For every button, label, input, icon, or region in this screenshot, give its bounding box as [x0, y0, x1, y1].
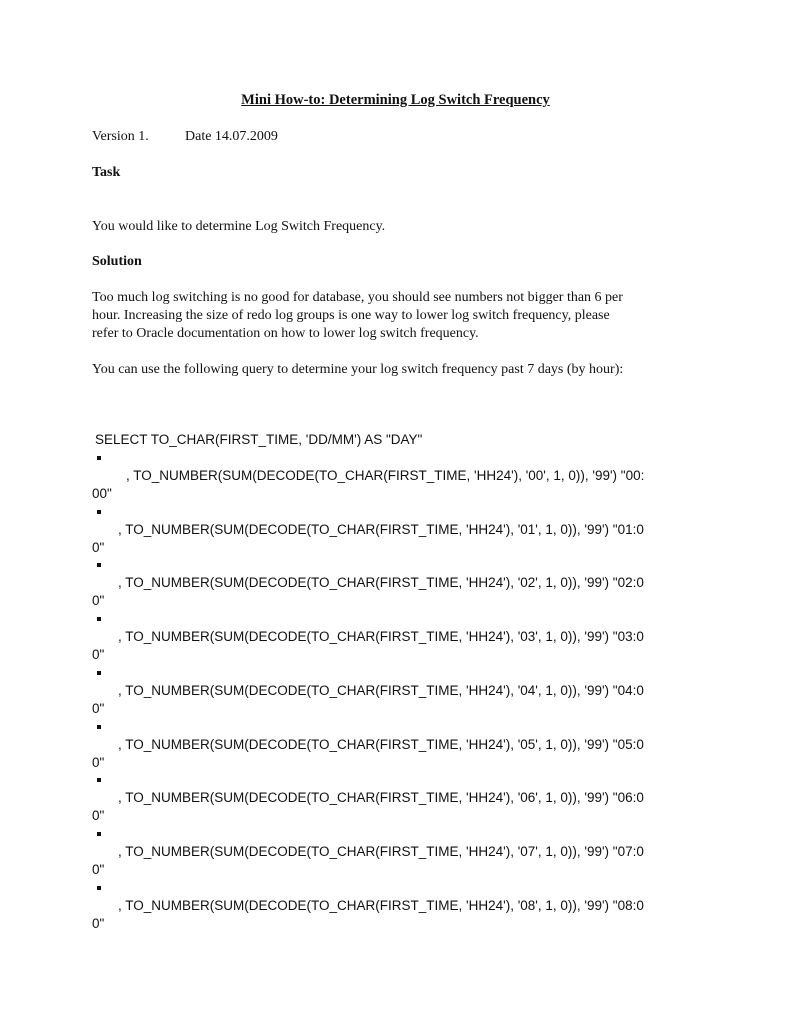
sql-line-wrap: 0": [92, 754, 105, 770]
date-label: Date 14.07.2009: [185, 129, 278, 144]
sql-line-wrap: 0": [92, 593, 105, 609]
sql-line: , TO_NUMBER(SUM(DECODE(TO_CHAR(FIRST_TIME, 'HH24'), '03', 1, 0)), '99') "03:0: [118, 629, 644, 645]
solution-line-1: Too much log switching is no good for database, you should see numbers not bigger than 6 per: [92, 290, 623, 305]
sql-line: , TO_NUMBER(SUM(DECODE(TO_CHAR(FIRST_TIME, 'HH24'), '05', 1, 0)), '99') "05:0: [118, 736, 644, 752]
solution-line-3: refer to Oracle documentation on how to lower log switch frequency.: [92, 326, 479, 341]
task-heading: Task: [92, 165, 121, 180]
bullet-icon: [97, 725, 101, 729]
sql-line-wrap: 0": [92, 808, 105, 824]
sql-line-wrap: 0": [92, 647, 105, 663]
sql-line: , TO_NUMBER(SUM(DECODE(TO_CHAR(FIRST_TIME, 'HH24'), '08', 1, 0)), '99') "08:0: [118, 897, 644, 913]
bullet-icon: [97, 886, 101, 890]
sql-line-wrap: 0": [92, 915, 105, 931]
version-label: Version 1.: [92, 129, 149, 144]
bullet-icon: [97, 832, 101, 836]
bullet-icon: [97, 671, 101, 675]
sql-line: , TO_NUMBER(SUM(DECODE(TO_CHAR(FIRST_TIME, 'HH24'), '07', 1, 0)), '99') "07:0: [118, 843, 644, 859]
solution-paragraph-1: [92, 289, 702, 343]
sql-line-wrap: 0": [92, 539, 105, 555]
task-text: You would like to determine Log Switch Frequency.: [92, 219, 386, 234]
solution-heading: Solution: [92, 254, 142, 269]
solution-line-2: hour. Increasing the size of redo log groups is one way to lower log switch frequency, please: [92, 308, 610, 323]
sql-line-wrap: 00": [92, 486, 112, 501]
solution-paragraph-2: You can use the following query to determine your log switch frequency past 7 days (by hour):: [92, 362, 624, 377]
sql-select-line: SELECT TO_CHAR(FIRST_TIME, 'DD/MM') AS "DAY": [95, 432, 423, 447]
bullet-icon: [97, 563, 101, 567]
sql-line: , TO_NUMBER(SUM(DECODE(TO_CHAR(FIRST_TIME, 'HH24'), '01', 1, 0)), '99') "01:0: [118, 521, 644, 537]
bullet-icon: [97, 510, 101, 514]
bullet-icon: [97, 456, 101, 460]
sql-line: , TO_NUMBER(SUM(DECODE(TO_CHAR(FIRST_TIME, 'HH24'), '00', 1, 0)), '99') "00:: [126, 468, 645, 483]
sql-line: , TO_NUMBER(SUM(DECODE(TO_CHAR(FIRST_TIME, 'HH24'), '02', 1, 0)), '99') "02:0: [118, 575, 644, 591]
bullet-icon: [97, 778, 101, 782]
sql-line: , TO_NUMBER(SUM(DECODE(TO_CHAR(FIRST_TIME, 'HH24'), '04', 1, 0)), '99') "04:0: [118, 682, 644, 698]
sql-line-wrap: 0": [92, 700, 105, 716]
sql-line-wrap: 0": [92, 861, 105, 877]
sql-line: , TO_NUMBER(SUM(DECODE(TO_CHAR(FIRST_TIME, 'HH24'), '06', 1, 0)), '99') "06:0: [118, 790, 644, 806]
version-line: [92, 128, 702, 146]
document-title: Mini How-to: Determining Log Switch Frequency: [241, 92, 550, 108]
bullet-icon: [97, 617, 101, 621]
